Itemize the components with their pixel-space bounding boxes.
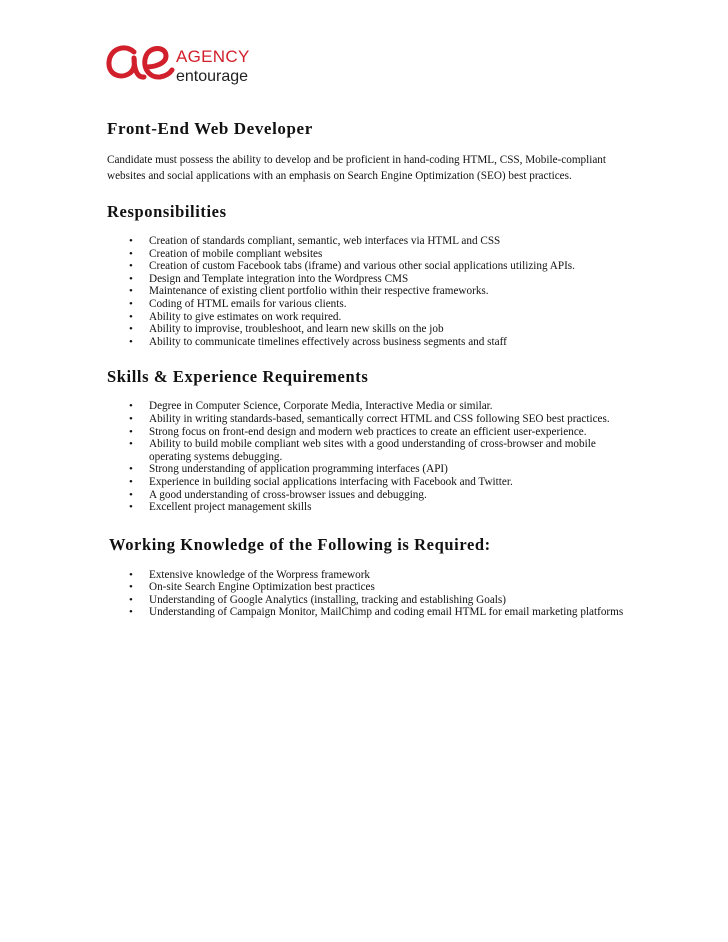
list-item-text: Creation of mobile compliant websites (149, 247, 323, 260)
list-item-text: Understanding of Google Analytics (installing, tracking and establishing Goals) (149, 593, 506, 606)
job-title: Front-End Web Developer (107, 119, 313, 138)
list-item (107, 594, 627, 607)
ae-logo-mark-icon (104, 40, 176, 86)
list-item (107, 426, 627, 439)
list-item (107, 438, 627, 463)
section-responsibilities (107, 202, 627, 348)
bullet-icon: • (129, 412, 133, 425)
list-item-text: Maintenance of existing client portfolio within their respective frameworks. (149, 285, 489, 298)
section-skills-experience (107, 367, 627, 513)
intro-paragraph: Candidate must possess the ability to develop and be proficient in hand-coding HTML, CSS, Mobile-compliant websites and social applications with an emphasis on Search Engine Optimization (SEO) best practices. (107, 154, 607, 182)
list-item (107, 248, 627, 261)
list-item (107, 581, 627, 594)
bullet-icon: • (129, 285, 133, 298)
bullet-icon: • (129, 272, 133, 285)
list-item (107, 476, 627, 489)
list-item (107, 323, 627, 336)
list-item (107, 311, 627, 324)
bullet-icon: • (129, 260, 133, 273)
bullet-icon: • (129, 606, 133, 619)
list-item-text: Design and Template integration into the Wordpress CMS (149, 272, 409, 285)
bullet-icon: • (129, 475, 133, 488)
list-item-text: Extensive knowledge of the Worpress framework (149, 568, 371, 581)
bullet-icon: • (129, 297, 133, 310)
section-heading: Responsibilities (107, 202, 227, 221)
list-item-text: Creation of standards compliant, semantic, web interfaces via HTML and CSS (149, 235, 501, 247)
list-item-text: Ability to improvise, troubleshoot, and learn new skills on the job (149, 323, 444, 336)
bullet-icon: • (129, 247, 133, 260)
bullet-icon: • (129, 488, 133, 501)
bullet-icon: • (129, 310, 133, 323)
list-item (107, 336, 627, 349)
document-content (107, 119, 627, 619)
list-item-text: Ability to communicate timelines effectively across business segments and staff (149, 335, 507, 348)
list-item (107, 273, 627, 286)
list-item-text: Ability in writing standards-based, semantically correct HTML and CSS following SEO best practices. (149, 412, 610, 425)
bullet-icon: • (129, 501, 133, 514)
section-heading: Working Knowledge of the Following is Required: (109, 534, 491, 554)
bullet-icon: • (129, 323, 133, 336)
bullet-icon: • (129, 593, 133, 606)
list-item-text: Strong understanding of application programming interfaces (API) (149, 463, 448, 476)
bullet-icon: • (129, 438, 133, 451)
bullet-icon: • (129, 235, 133, 247)
list-item-text: Degree in Computer Science, Corporate Media, Interactive Media or similar. (149, 400, 493, 413)
bullet-icon: • (129, 581, 133, 594)
list-item (107, 489, 627, 502)
list-item-text: Ability to build mobile compliant web sites with a good understanding of cross-browser and mobile operating systems debugging. (149, 438, 596, 463)
list-item-text: On-site Search Engine Optimization best practices (149, 581, 375, 594)
list-item-text: Excellent project management skills (149, 501, 312, 514)
bullet-icon: • (129, 463, 133, 476)
list-item (107, 413, 627, 426)
bullet-icon: • (129, 568, 133, 581)
list-item-text: Coding of HTML emails for various clients. (149, 297, 347, 310)
list-item (107, 569, 627, 582)
list-item-text: Ability to give estimates on work required. (149, 310, 342, 323)
list-item (107, 606, 627, 619)
section-heading: Skills & Experience Requirements (107, 367, 369, 387)
bullet-icon: • (129, 335, 133, 348)
bullet-icon: • (129, 425, 133, 438)
list-item (107, 285, 627, 298)
list-item (107, 463, 627, 476)
list-item (107, 400, 627, 413)
list-item-text: A good understanding of cross-browser issues and debugging. (149, 488, 427, 501)
logo-text-entourage: entourage (176, 68, 249, 85)
bullet-icon: • (129, 400, 133, 413)
list-item-text: Strong focus on front-end design and modern web practices to create an efficient user-experience. (149, 425, 587, 438)
list-item (107, 235, 627, 248)
agency-entourage-logo (104, 38, 264, 88)
bullet-list (107, 400, 627, 513)
list-item (107, 260, 627, 273)
logo-text-agency: AGENCY (176, 47, 250, 66)
list-item (107, 298, 627, 311)
bullet-list (107, 569, 627, 619)
list-item-text: Understanding of Campaign Monitor, MailChimp and coding email HTML for email marketing platforms (149, 606, 624, 619)
list-item-text: Creation of custom Facebook tabs (iframe) and various other social applications utilizing APIs. (149, 260, 575, 273)
bullet-list (107, 235, 627, 348)
list-item-text: Experience in building social applications interfacing with Facebook and Twitter. (149, 475, 513, 488)
list-item (107, 501, 627, 514)
section-working-knowledge (109, 535, 627, 619)
